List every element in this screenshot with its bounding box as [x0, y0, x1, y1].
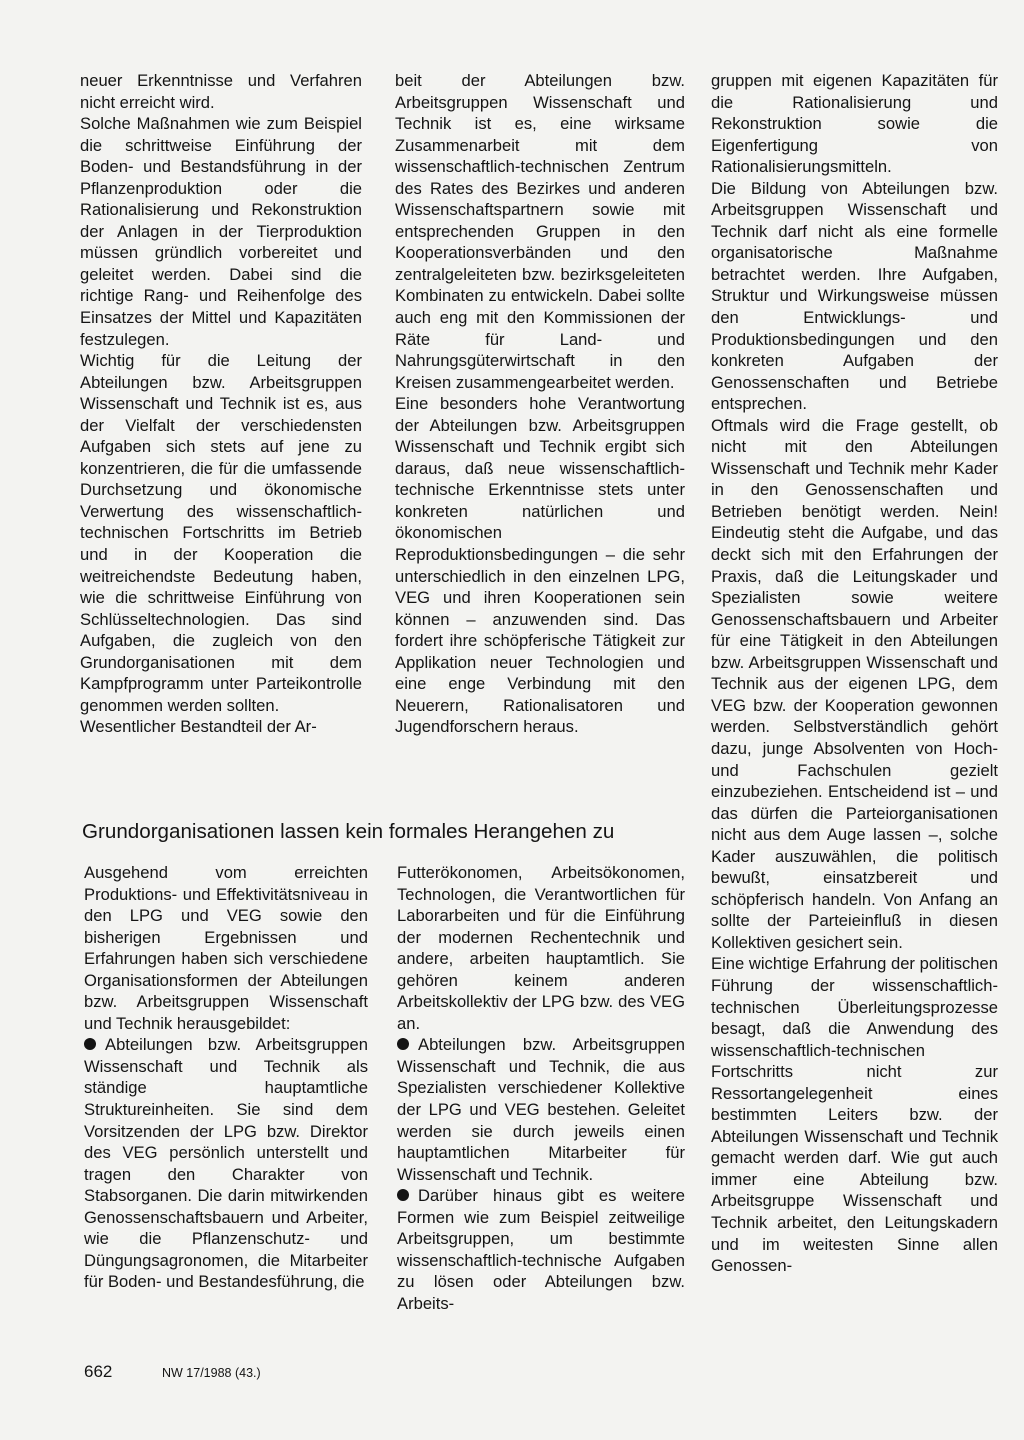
- paragraph: neuer Erkenntnisse und Verfahren nicht erreicht wird.: [80, 71, 362, 112]
- paragraph: Wichtig für die Leitung der Abteilungen bzw. Arbeitsgruppen Wissenschaft und Technik ist es, aus der Vielfalt der verschiedensten Aufgaben sich stets auf jene zu konzentrieren, die für die umfassende Durchsetzung und ökonomische Verwertung des wissenschaftlich-technischen Fortschritts im Betrieb und in der Kooperation die weitreichendste Bedeutung haben, wie die schrittweise Einführung von Schlüsseltechnologien. Das sind Aufgaben, die zugleich von den Grundorganisationen mit dem Kampfprogramm unter Parteikontrolle genommen werden sollten.: [80, 351, 362, 715]
- paragraph: Wesentlicher Bestandteil der Ar-: [80, 717, 317, 737]
- bullet-text: Darüber hinaus gibt es weitere Formen wie zum Beispiel zeitweilige Arbeitsgruppen, um bestimmte wissenschaftlich-technische Aufgaben zu lösen oder Abteilungen bzw. Arbeits-: [397, 1186, 685, 1313]
- page-footer: [0, 1360, 1024, 1384]
- paragraph: Futterökonomen, Arbeitsökonomen, Technologen, die Verantwortlichen für Laborarbeiten und für die Einführung der modernen Rechentechnik und andere, arbeiten hauptamtlich. Sie gehören keinem anderen Arbeitskollektiv der LPG bzw. des VEG an.: [397, 863, 685, 1033]
- bullet-item: [397, 1185, 685, 1314]
- issue-label: NW 17/1988 (43.): [162, 1366, 261, 1380]
- bullet-item: [397, 1034, 685, 1185]
- column-3: [711, 70, 998, 1277]
- column-1-bottom: [84, 862, 368, 1293]
- section-heading: Grundorganisationen lassen kein formales Herangehen zu: [82, 820, 615, 843]
- bullet-icon: [397, 1038, 409, 1050]
- paragraph: Ausgehend vom erreichten Produktions- und Effektivitätsniveau in den LPG und VEG sowie den bisherigen Ergebnissen und Erfahrungen haben sich verschiedene Organisationsformen der Abteilungen bzw. Arbeitsgruppen Wissenschaft und Technik herausgebildet:: [84, 863, 368, 1033]
- paragraph: Eine besonders hohe Verantwortung der Abteilungen bzw. Arbeitsgruppen Wissenschaft und Technik ergibt sich daraus, daß neue wissenschaftlich-technische Erkenntnisse stets unter konkreten natürlichen und ökonomischen Reproduktionsbedingungen – die sehr unterschiedlich in den einzelnen LPG, VEG und ihren Kooperationen sein können – anzuwenden sind. Das fordert ihre schöpferische Tätigkeit zur Applikation neuer Technologien und eine enge Verbindung mit den Neuerern, Rationalisatoren und Jugendforschern heraus.: [395, 394, 685, 737]
- paragraph: Oftmals wird die Frage gestellt, ob nicht mit den Abteilungen Wissenschaft und Technik mehr Kader in den Genossenschaften und Betrieben benötigt werden. Nein! Eindeutig steht die Aufgabe, und das deckt sich mit den Erfahrungen der Praxis, daß die Leitungskader und Spezialisten sowie weitere Genossenschaftsbauern und Arbeiter für eine Tätigkeit in den Abteilungen bzw. Arbeitsgruppen Wissenschaft und Technik aus der eigenen LPG, dem VEG bzw. der Kooperation gewonnen werden. Selbstverständlich gehört dazu, junge Absolventen von Hoch- und Fachschulen gezielt einzubeziehen. Entscheidend ist – und das dürfen die Parteiorganisationen nicht aus dem Auge lassen –, solche Kader auszuwählen, die politisch bewußt, einsatzbereit und schöpferisch handeln. Von Anfang an sollte der Parteieinfluß in diesen Kollektiven gesichert sein.: [711, 415, 998, 952]
- paragraph: beit der Abteilungen bzw. Arbeitsgruppen Wissenschaft und Technik ist es, eine wirksame Zusammenarbeit mit dem wissenschaftlich-technischen Zentrum des Rates des Bezirkes und anderen Wissenschaftspartnern sowie mit entsprechenden Gruppen in den Kooperationsverbänden und den zentralgeleiteten bzw. bezirksgeleiteten Kombinaten zu entwickeln. Dabei sollte auch eng mit den Kommissionen der Räte für Land- und Nahrungsgüterwirtschaft in den Kreisen zusammengearbeitet werden.: [395, 71, 685, 392]
- bullet-text: Abteilungen bzw. Arbeitsgruppen Wissenschaft und Technik als ständige hauptamtliche Struktureinheiten. Sie sind dem Vorsitzenden der LPG bzw. Direktor des VEG persönlich unterstellt und tragen den Charakter von Stabsorganen. Die darin mitwirkenden Genossenschaftsbauern und Arbeiter, wie die Pflanzenschutz- und Düngungsagronomen, die Mitarbeiter für Boden- und Bestandesführung, die: [84, 1035, 368, 1292]
- column-1-top: [80, 70, 362, 738]
- bullet-item: [84, 1034, 368, 1293]
- paragraph: Die Bildung von Abteilungen bzw. Arbeitsgruppen Wissenschaft und Technik darf nicht als eine formelle organisatorische Maßnahme betrachtet werden. Ihre Aufgaben, Struktur und Wirkungsweise müssen den Entwicklungs- und Produktionsbedingungen und den konkreten Aufgaben der Genossenschaften und Betriebe entsprechen.: [711, 178, 998, 414]
- bullet-icon: [397, 1189, 409, 1201]
- bullet-text: Abteilungen bzw. Arbeitsgruppen Wissenschaft und Technik, die aus Spezialisten verschiedener Kollektive der LPG und VEG bestehen. Geleitet werden sie durch jeweils einen hauptamtlichen Mitarbeiter für Wissenschaft und Technik.: [397, 1035, 685, 1184]
- bullet-icon: [84, 1038, 96, 1050]
- column-2-bottom: [397, 862, 685, 1314]
- page-number: 662: [84, 1362, 113, 1381]
- column-2-top: [395, 70, 685, 738]
- paragraph: gruppen mit eigenen Kapazitäten für die Rationalisierung und Rekonstruktion sowie die Eigenfertigung von Rationalisierungsmitteln.: [711, 71, 998, 177]
- paragraph: Solche Maßnahmen wie zum Beispiel die schrittweise Einführung der Boden- und Bestandsführung in der Pflanzenproduktion oder die Rationalisierung und Rekonstruktion der Anlagen in der Tierproduktion müssen gründlich vorbereitet und geleitet werden. Dabei sind die richtige Rang- und Reihenfolge des Einsatzes der Mittel und Kapazitäten festzulegen.: [80, 114, 362, 349]
- paragraph: Eine wichtige Erfahrung der politischen Führung der wissenschaftlich-technischen Überleitungsprozesse besagt, daß die Anwendung des wissenschaftlich-technischen Fortschritts nicht zur Ressortangelegenheit eines bestimmten Leiters bzw. der Abteilungen Wissenschaft und Technik gemacht werden darf. Wie gut auch immer eine Abteilung bzw. Arbeitsgruppe Wissenschaft und Technik arbeitet, den Leitungskadern und im weitesten Sinne allen Genossen-: [711, 954, 998, 1276]
